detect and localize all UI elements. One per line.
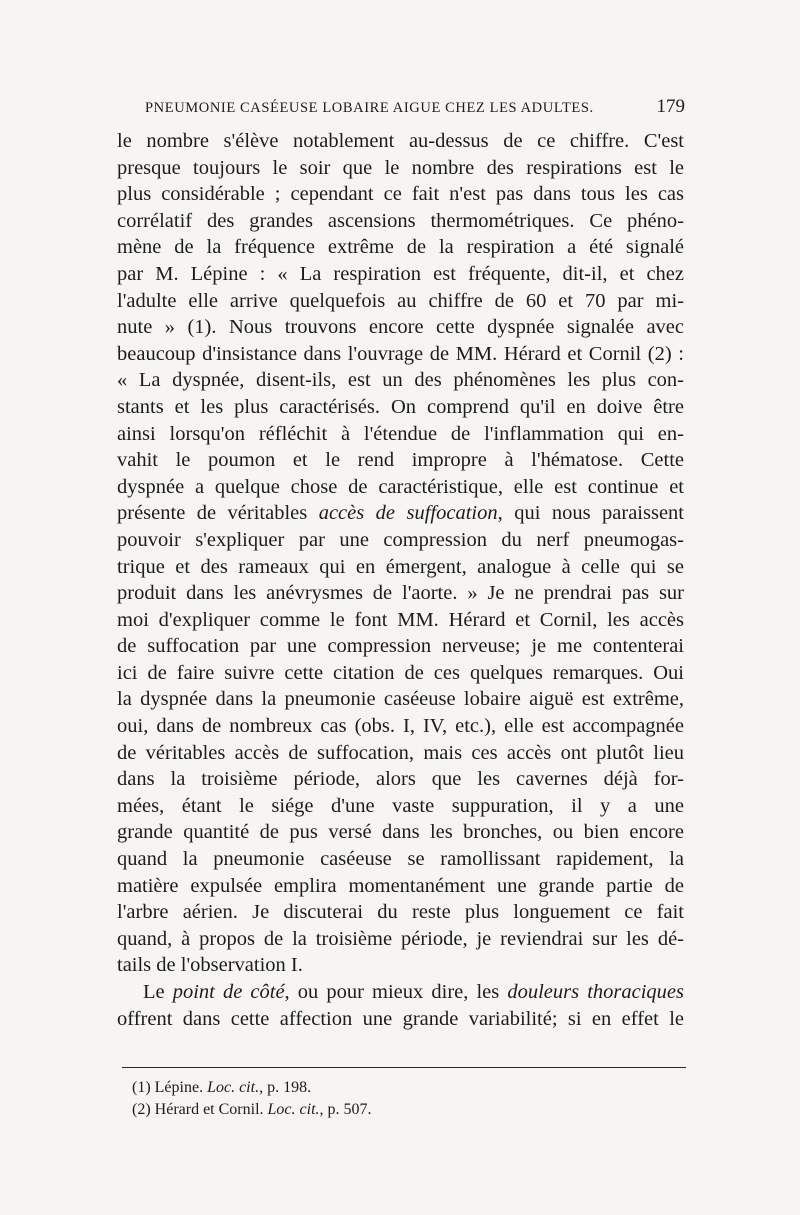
text-line: plus considérable ; cependant ce fait n'est pas dans tous les cas	[117, 183, 684, 206]
italic-phrase: douleurs thoraciques	[507, 981, 684, 1003]
text-line: vahit le poumon et le rend impropre à l'hématose. Cette	[117, 449, 684, 472]
text-line: la dyspnée dans la pneumonie caséeuse lobaire aiguë est extrême,	[117, 688, 684, 711]
text-segment: , ou pour mieux dire, les	[284, 981, 508, 1003]
text-line: presque toujours le soir que le nombre des respirations est le	[117, 156, 684, 179]
text-line: par M. Lépine : « La respiration est fréquente, dit-il, et chez	[117, 262, 684, 285]
text-line: beaucoup d'insistance dans l'ouvrage de MM. Hérard et Cornil (2) :	[117, 342, 684, 365]
running-header	[145, 96, 685, 118]
text-line-mixed	[117, 500, 684, 527]
text-line: ainsi lorsqu'on réfléchit à l'étendue de l'inflammation qui en-	[117, 422, 684, 445]
footnote-author: Lépine.	[154, 1079, 204, 1096]
text-line: le nombre s'élève notablement au-dessus de ce chiffre. C'est	[117, 130, 684, 152]
text-segment: présente de véritables	[117, 502, 319, 525]
footnote-page: , p. 507.	[319, 1101, 372, 1118]
text-line: trique et des rameaux qui en émergent, analogue à celle qui se	[117, 555, 684, 578]
text-line: dans la troisième période, alors que les cavernes déjà for-	[117, 768, 684, 791]
page-number: 179	[656, 96, 685, 117]
italic-phrase: accès de suffocation	[318, 502, 498, 525]
text-line: de véritables accès de suffocation, mais ces accès ont plutôt lieu	[117, 741, 684, 764]
text-line: l'arbre aérien. Je discuterai du reste plus longuement ce fait	[117, 901, 684, 924]
text-line: tails de l'observation I.	[117, 954, 303, 977]
text-line: quand, à propos de la troisième période, je reviendrai sur les dé-	[117, 927, 684, 950]
italic-phrase: point de côté	[172, 981, 285, 1003]
running-title: PNEUMONIE CASÉEUSE LOBAIRE AIGUE CHEZ LES ADULTES.	[145, 100, 594, 116]
footnote-separator	[122, 1067, 686, 1068]
footnote-ref: Loc. cit.	[207, 1079, 260, 1096]
footnote	[132, 1077, 672, 1099]
text-line: de suffocation par une compression nerveuse; je me contenterai	[117, 635, 684, 658]
text-line-mixed	[117, 979, 684, 1006]
footnote-number: (2)	[132, 1101, 151, 1118]
text-line: dyspnée a quelque chose de caractéristique, elle est continue et	[117, 475, 684, 498]
text-line: matière expulsée emplira momentanément une grande partie de	[117, 874, 684, 897]
text-line: oui, dans de nombreux cas (obs. I, IV, etc.), elle est accompagnée	[117, 715, 684, 738]
text-line: mées, étant le siége d'une vaste suppuration, il y a une	[117, 794, 684, 817]
text-segment: Le	[143, 981, 173, 1003]
text-line: produit dans les anévrysmes de l'aorte. » Je ne prendrai pas sur	[117, 582, 684, 605]
body-text	[117, 128, 684, 1032]
text-line: pouvoir s'expliquer par une compression du nerf pneumogas-	[117, 528, 684, 551]
footnote-ref: Loc. cit.	[267, 1101, 320, 1118]
footnote-number: (1)	[132, 1079, 151, 1096]
text-line: l'adulte elle arrive quelquefois au chiffre de 60 et 70 par mi-	[117, 289, 684, 312]
text-line: « La dyspnée, disent-ils, est un des phénomènes les plus con-	[117, 369, 684, 392]
text-line: quand la pneumonie caséeuse se ramollissant rapidement, la	[117, 848, 684, 871]
text-line: ici de faire suivre cette citation de ces quelques remarques. Oui	[117, 661, 684, 684]
footnote	[132, 1099, 672, 1121]
text-line: offrent dans cette affection une grande variabilité; si en effet le	[117, 1007, 684, 1030]
text-segment: , qui nous paraissent	[497, 502, 684, 525]
text-line: stants et les plus caractérisés. On comprend qu'il en doive être	[117, 395, 684, 418]
text-line: nute » (1). Nous trouvons encore cette dyspnée signalée avec	[117, 316, 684, 339]
footnote-page: , p. 198.	[259, 1079, 312, 1096]
text-line: moi d'expliquer comme le font MM. Hérard et Cornil, les accès	[117, 608, 684, 631]
footnote-author: Hérard et Cornil.	[154, 1101, 264, 1118]
footnotes	[132, 1077, 672, 1121]
text-line: mène de la fréquence extrême de la respiration a été signalé	[117, 236, 684, 259]
text-line: grande quantité de pus versé dans les bronches, ou bien encore	[117, 821, 684, 844]
text-line: corrélatif des grandes ascensions thermométriques. Ce phéno-	[117, 209, 684, 232]
